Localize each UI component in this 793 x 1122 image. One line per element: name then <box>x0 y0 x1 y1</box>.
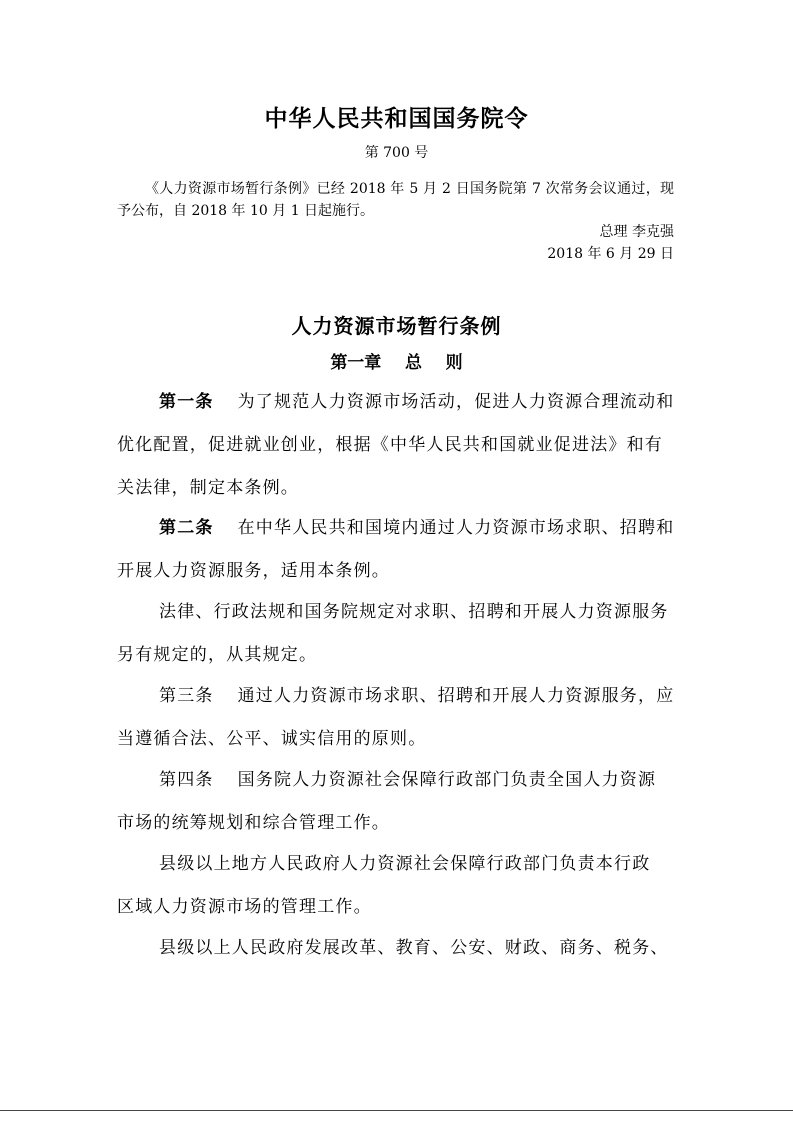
article-2-para-2-line-1: 法律、行政法规和国务院规定对求职、招聘和开展人力资源服务 <box>159 602 669 622</box>
article-2-label: 第二条 <box>159 518 214 538</box>
article-1-line-3: 关法律，制定本条例。 <box>117 478 299 498</box>
article-4-label: 第四条 <box>159 770 214 790</box>
signatory: 总理 李克强 <box>599 224 674 240</box>
article-3-text: 通过人力资源市场求职、招聘和开展人力资源服务，应 <box>237 686 675 706</box>
signing-date: 2018 年 6 月 29 日 <box>547 246 674 262</box>
promulgation-line-2: 过，现予公布，自 2018 年 10 月 1 日起施行。 <box>117 181 675 219</box>
page-bottom-rule <box>0 1110 793 1111</box>
article-3-line-1 <box>159 686 674 706</box>
article-4-line-1 <box>159 770 656 790</box>
article-3-line-2: 当遵循合法、公平、诚实信用的原则。 <box>117 729 427 749</box>
article-4-para-2-line-1: 县级以上地方人民政府人力资源社会保障行政部门负责本行政 <box>159 854 651 874</box>
chapter-heading: 第一章 总 则 <box>330 353 463 373</box>
regulation-title: 人力资源市场暂行条例 <box>291 314 502 338</box>
decree-title: 中华人民共和国国务院令 <box>264 105 529 132</box>
article-1-label: 第一条 <box>159 392 214 412</box>
article-4-text: 国务院人力资源社会保障行政部门负责全国人力资源 <box>237 770 657 790</box>
article-4-para-2-line-2: 区域人力资源市场的管理工作。 <box>117 897 372 917</box>
article-1-text: 为了规范人力资源市场活动，促进人力资源合理流动和 <box>237 392 675 412</box>
article-4-para-3-line-1: 县级以上人民政府发展改革、教育、公安、财政、商务、税务、 <box>159 938 669 958</box>
article-1-line-1 <box>159 392 674 412</box>
article-3-label: 第三条 <box>159 686 214 706</box>
article-2-line-1 <box>159 518 674 538</box>
promulgation-paragraph <box>117 178 674 222</box>
article-1-line-2: 优化配置，促进就业创业，根据《中华人民共和国就业促进法》和有 <box>117 435 663 455</box>
article-2-line-2: 开展人力资源服务，适用本条例。 <box>117 561 390 581</box>
article-2-text: 在中华人民共和国境内通过人力资源市场求职、招聘和 <box>237 518 675 538</box>
promulgation-line-1: 《人力资源市场暂行条例》已经 2018 年 5 月 2 日国务院第 7 次常务会议通 <box>145 181 632 197</box>
decree-number: 第 700 号 <box>364 145 429 161</box>
article-2-para-2-line-2: 另有规定的，从其规定。 <box>117 645 318 665</box>
article-4-line-2: 市场的统筹规划和综合管理工作。 <box>117 813 390 833</box>
